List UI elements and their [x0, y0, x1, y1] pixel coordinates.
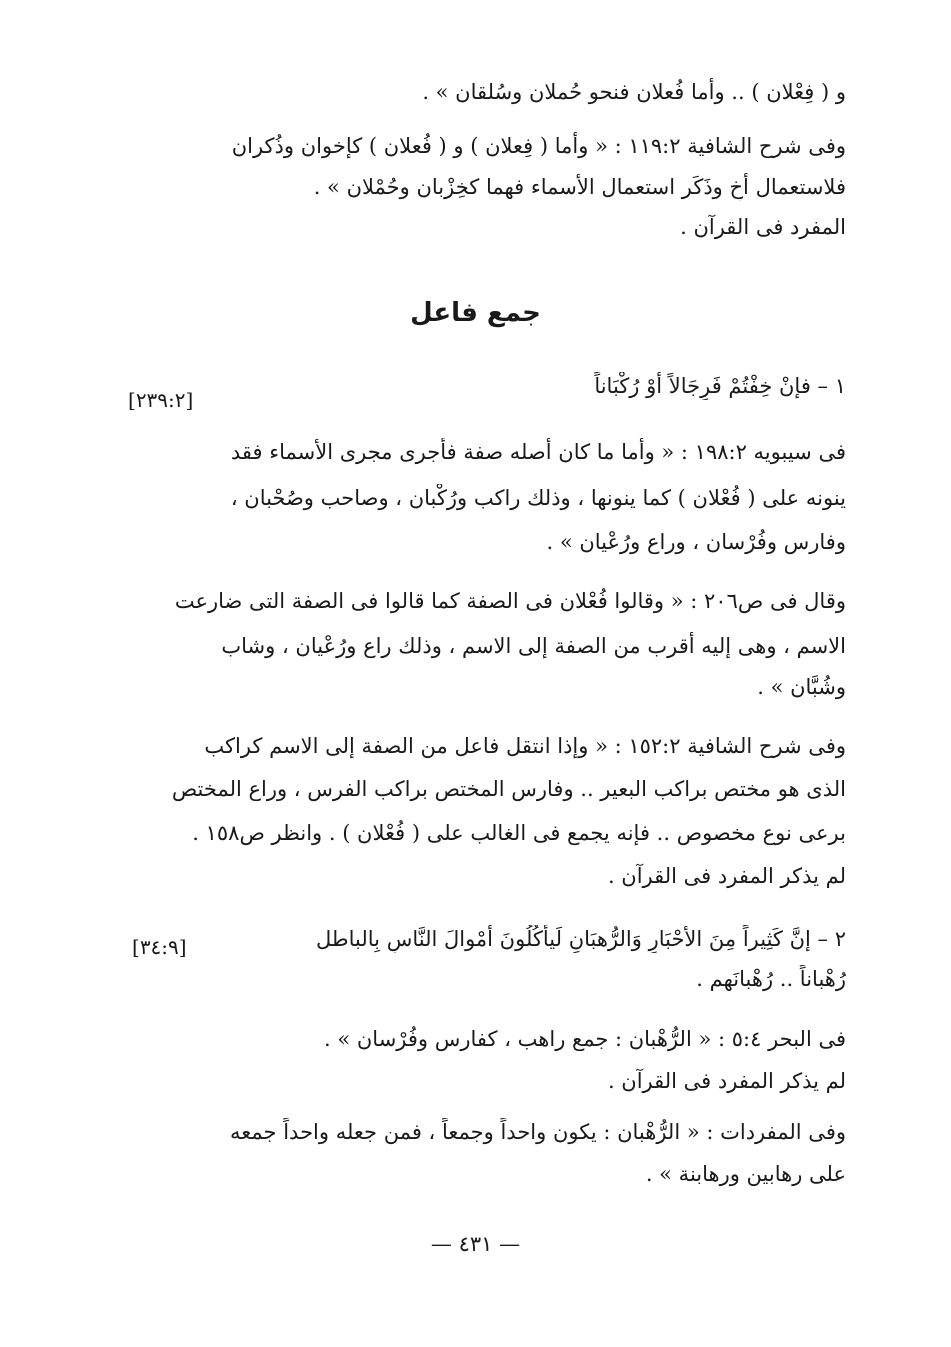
text-line: برعى نوع مخصوص .. فإنه يجمع فى الغالب على ( فُعْلان ) . وانظر ص١٥٨ .: [192, 821, 846, 845]
text-line: وفى شرح الشافية ١٥٢:٢ : « وإذا انتقل فاعل من الصفة إلى الاسم كراكب: [204, 734, 846, 758]
text-line: الاسم ، وهى إليه أقرب من الصفة إلى الاسم ، وذلك راع ورُعْيان ، وشاب: [221, 634, 846, 658]
verse-line: ١ – فإنْ خِفْتُمْ فَرِجَالاً أَوْ رُكْبَاناً: [594, 374, 846, 398]
text-line: فى سيبويه ١٩٨:٢ : « وأما ما كان أصله صفة فأجرى مجرى الأسماء فقد: [230, 440, 846, 464]
text-line: وفارس وفُرْسان ، وراع ورُعْيان » .: [546, 530, 846, 554]
verse-reference: [٢٣٩:٢]: [128, 388, 194, 412]
text-line: وقال فى ص٢٠٦ : « وقالوا فُعْلان فى الصفة كما قالوا فى الصفة التى ضارعت: [174, 589, 846, 613]
page-number: — ٤٣١ —: [430, 1232, 521, 1256]
text-line: المفرد فى القرآن .: [680, 215, 846, 239]
text-line: فى البحر ٥:٤ : « الرُّهْبان : جمع راهب ، كفارس وفُرْسان » .: [324, 1027, 846, 1051]
text-line: الذى هو مختص براكب البعير .. وفارس المختص براكب الفرس ، وراع المختص: [171, 777, 846, 801]
section-heading: جمع فاعل: [410, 298, 541, 328]
text-line: ينونه على ( فُعْلان ) كما ينونها ، وذلك راكب ورُكْبان ، وصاحب وصُحْبان ،: [230, 486, 846, 510]
verse-line: رُهْباناً .. رُهْبانَهم .: [696, 967, 846, 991]
text-line: و ( فِعْلان ) .. وأما فُعلان فنحو حُملان وسُلقان » .: [422, 80, 846, 104]
verse-reference: [٣٤:٩]: [132, 935, 187, 959]
text-line: وشُبَّان » .: [757, 675, 846, 699]
text-line: وفى المفردات : « الرُّهْبان : يكون واحداً وجمعاً ، فمن جعله واحداً جمعه: [230, 1120, 846, 1144]
text-line: فلاستعمال أخٍ وذَكَر استعمال الأسماء فهما كخِزْبان وحُمْلان » .: [313, 175, 846, 199]
text-line: لم يذكر المفرد فى القرآن .: [607, 1069, 846, 1093]
text-line: لم يذكر المفرد فى القرآن .: [607, 864, 846, 888]
text-line: على رهابين ورهابنة » .: [645, 1162, 846, 1186]
verse-line: ٢ – إنَّ كَثِيراً مِنَ الأَحْبَارِ وَالرُّهبَانِ لَيأْكُلُونَ أَمْوالَ النَّاسِ بِالباطل: [316, 927, 846, 951]
text-line: وفى شرح الشافية ١١٩:٢ : « وأما ( فِعلان ) و ( فُعلان ) كإخوان وذُكران: [231, 134, 846, 158]
